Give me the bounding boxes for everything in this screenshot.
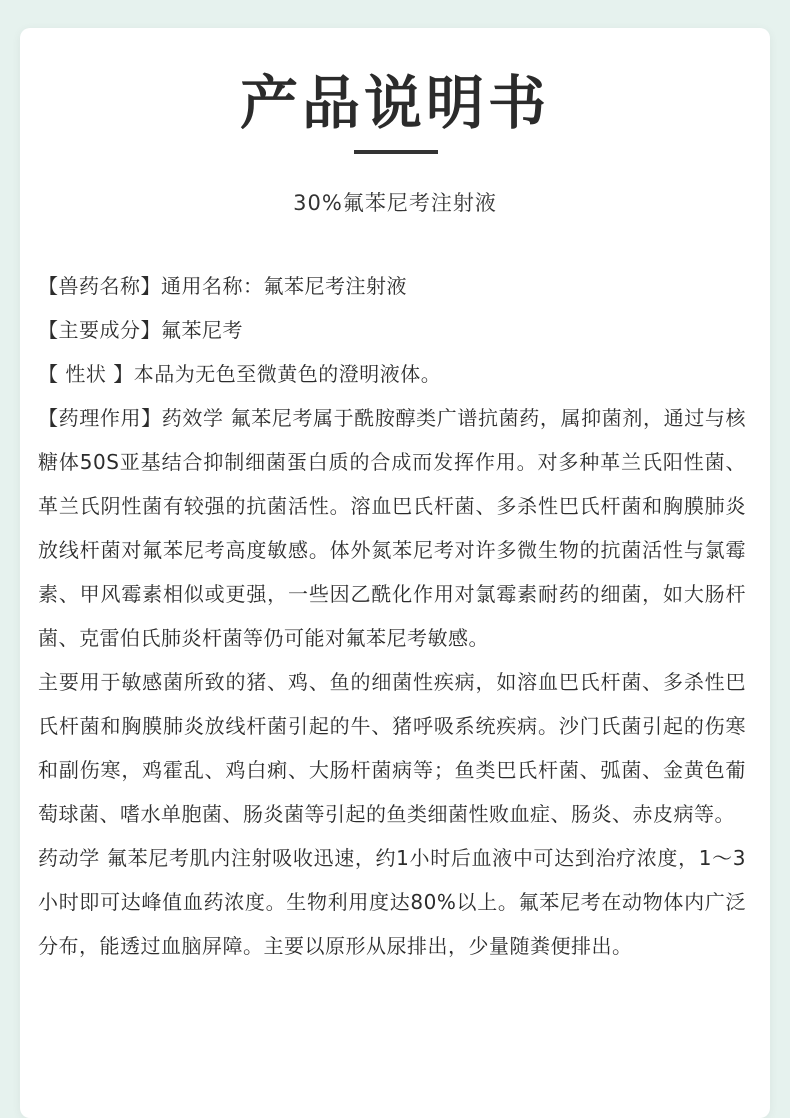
paragraph-main-ingredient: 【主要成分】氟苯尼考 [38,318,243,342]
paragraph-appearance: 【 性状 】本品为无色至微黄色的澄明液体。 [38,362,442,386]
instruction-body [38,264,746,968]
paragraph-pharmacokinetics: 药动学 氟苯尼考肌内注射吸收迅速，约1小时后血液中可达到治疗浓度，1～3小时即可达峰值血药浓度。生物利用度达80%以上。氟苯尼考在动物体内广泛分布，能透过血脑屏障。主要以原形从尿排出，少量随粪便排出。 [38,846,746,958]
paragraph-pharmacology: 【药理作用】药效学 氟苯尼考属于酰胺醇类广谱抗菌药，属抑菌剂，通过与核糖体50S亚基结合抑制细菌蛋白质的合成而发挥作用。对多种革兰氏阳性菌、革兰氏阴性菌有较强的抗菌活性。溶血巴氏杆菌、多杀性巴氏杆菌和胸膜肺炎放线杆菌对氟苯尼考高度敏感。体外氮苯尼考对许多微生物的抗菌活性与氯霉素、甲风霉素相似或更强，一些因乙酰化作用对氯霉素耐药的细菌，如大肠杆菌、克雷伯氏肺炎杆菌等仍可能对氟苯尼考敏感。 [38,406,746,650]
product-name: 30%氟苯尼考注射液 [293,191,497,215]
paragraph-vet-drug-name: 【兽药名称】通用名称：氟苯尼考注射液 [38,274,407,298]
instruction-card [20,28,770,1118]
paragraph-indications: 主要用于敏感菌所致的猪、鸡、鱼的细菌性疾病，如溶血巴氏杆菌、多杀性巴氏杆菌和胸膜肺炎放线杆菌引起的牛、猪呼吸系统疾病。沙门氏菌引起的伤寒和副伤寒，鸡霍乱、鸡白痢、大肠杆菌病等；鱼类巴氏杆菌、弧菌、金黄色葡萄球菌、嗜水单胞菌、肠炎菌等引起的鱼类细菌性败血症、肠炎、赤皮病等。 [38,670,746,826]
title-divider [354,150,438,154]
page-title: 产品说明书 [239,69,550,137]
